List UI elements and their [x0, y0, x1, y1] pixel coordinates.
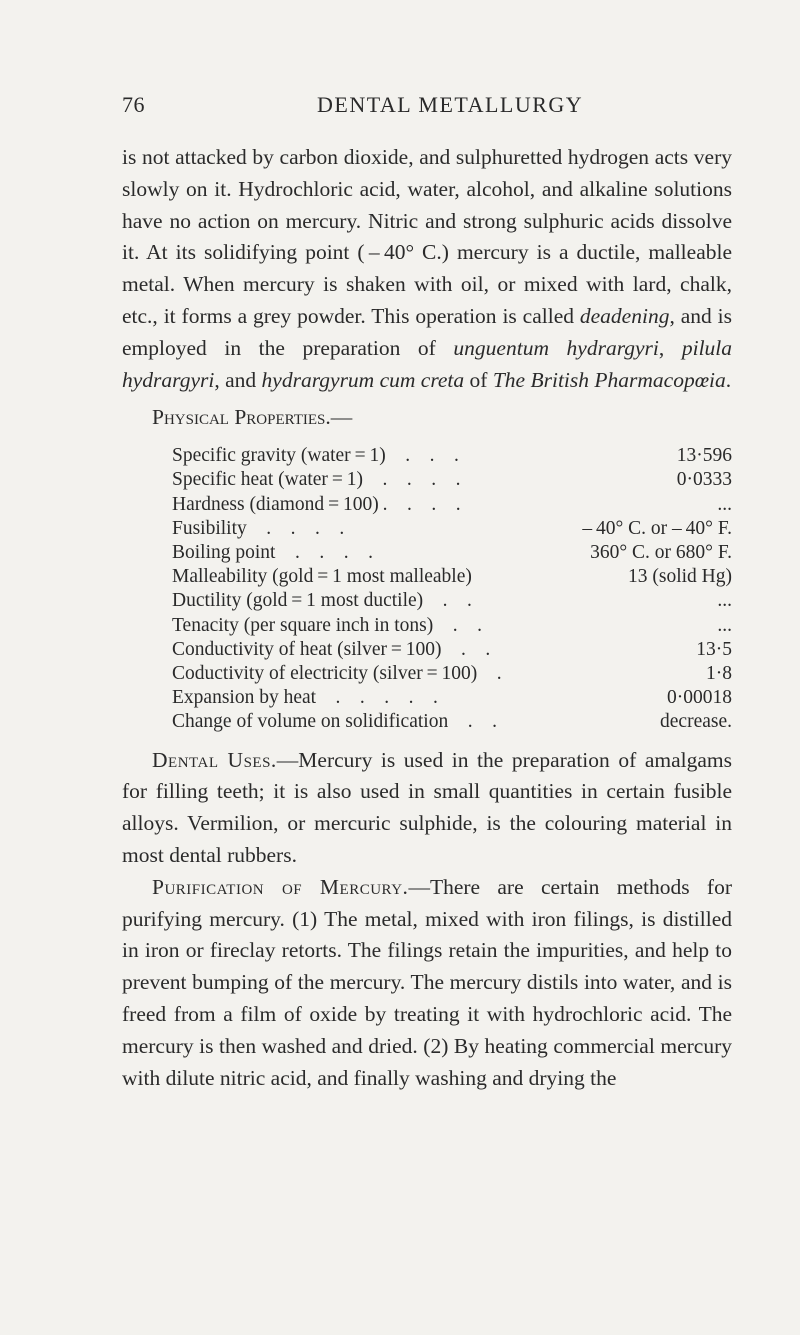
page-number: 76 — [122, 92, 145, 117]
property-row — [172, 468, 732, 492]
intro-text-4: , and — [214, 367, 262, 392]
property-label: Specific gravity (water = 1) . . . — [172, 445, 459, 467]
intro-text-3: , — [658, 335, 682, 360]
term-pilula: pilula hydrargyri — [122, 335, 733, 392]
term-pharmacopoeia: The British Pharmacopœia — [492, 367, 726, 392]
property-value: ... — [717, 590, 732, 612]
running-title: DENTAL METALLURGY — [317, 92, 584, 117]
property-value: 0·0333 — [676, 469, 732, 491]
property-row — [172, 517, 732, 541]
property-value: 13·596 — [676, 445, 732, 467]
property-row — [172, 614, 732, 638]
property-value: – 40° C. or – 40° F. — [582, 517, 732, 539]
term-hydrargyrum: hydrargyrum cum creta — [261, 367, 465, 392]
property-value: ... — [717, 614, 732, 636]
dental-uses-paragraph — [122, 745, 732, 872]
term-unguentum: unguentum hydrargyri — [453, 335, 659, 360]
property-label: Boiling point . . . . — [172, 541, 373, 563]
property-row — [172, 493, 732, 517]
physical-properties-heading: Physical Properties.— — [152, 405, 353, 430]
property-label: Tenacity (per square inch in tons) . . — [172, 614, 483, 636]
property-label: Fusibility . . . . — [172, 517, 345, 539]
property-label: Expansion by heat . . . . . — [172, 687, 438, 709]
property-row — [172, 589, 732, 613]
intro-text-6: . — [725, 367, 732, 392]
property-value: 13 (solid Hg) — [628, 566, 732, 588]
property-row — [172, 444, 732, 468]
dental-uses-text: —Mercury is used in the preparation of amalgams for filling teeth; it is also used in small quantities in certain fusible alloys. Vermilion, or mercuric sulphide, is the colouring material in most dental rubbers. — [122, 747, 732, 867]
purification-text: —There are certain methods for purifying mercury. (1) The metal, mixed with iron filings, is distilled in iron or fireclay retorts. The filings retain the impurities, and help to prevent bumping of the mercury. The mercury distils into water, and is freed from a film of oxide by treating it with hydrochloric acid. The mercury is then washed and dried. (2) By heating commercial mercury with dilute nitric acid, and finally washing and drying the — [122, 874, 732, 1090]
intro-text-5: of — [464, 367, 493, 392]
properties-table — [172, 444, 732, 734]
intro-text-2: , and is employed in the preparation of — [122, 303, 732, 360]
term-deadening: deadening — [579, 303, 670, 328]
property-label: Hardness (diamond = 100) . . . . — [172, 493, 461, 515]
intro-text-1: is not attacked by carbon dioxide, and sulphuretted hydrogen acts very slowly on it. Hydrochloric acid, water, alcohol, and alkaline solutions have no action on mercury. Nitric and strong sulphuric acids dissolve it. At its solidifying point ( – 40° C.) mercury is a ductile, malleable metal. When mercury is shaken with oil, or mixed with lard, chalk, etc., it forms a grey powder. This operation is called — [122, 145, 732, 328]
page-body — [122, 142, 732, 1094]
property-label: Change of volume on solidification . . — [172, 711, 497, 733]
property-row — [172, 541, 732, 565]
property-label: Malleability (gold = 1 most malleable) — [172, 566, 472, 588]
property-value: 0·00018 — [667, 687, 732, 709]
property-row — [172, 662, 732, 686]
property-label: Conductivity of heat (silver = 100) . . — [172, 638, 491, 660]
property-value: 360° C. or 680° F. — [590, 541, 732, 563]
property-row — [172, 638, 732, 662]
property-label: Specific heat (water = 1) . . . . — [172, 469, 461, 491]
property-row — [172, 565, 732, 589]
purification-title: Purification of Mercury. — [152, 874, 409, 899]
dental-uses-title: Dental Uses. — [152, 747, 277, 772]
property-value: ... — [717, 493, 732, 515]
property-value: 1·8 — [706, 663, 732, 684]
property-label: Coductivity of electricity (silver = 100) . — [172, 663, 502, 684]
property-row — [172, 710, 732, 734]
purification-paragraph — [122, 872, 732, 1095]
property-value: decrease. — [660, 711, 732, 733]
intro-paragraph — [122, 142, 732, 396]
property-value: 13·5 — [696, 638, 732, 660]
property-row — [172, 686, 732, 710]
property-label: Ductility (gold = 1 most ductile) . . — [172, 590, 472, 612]
